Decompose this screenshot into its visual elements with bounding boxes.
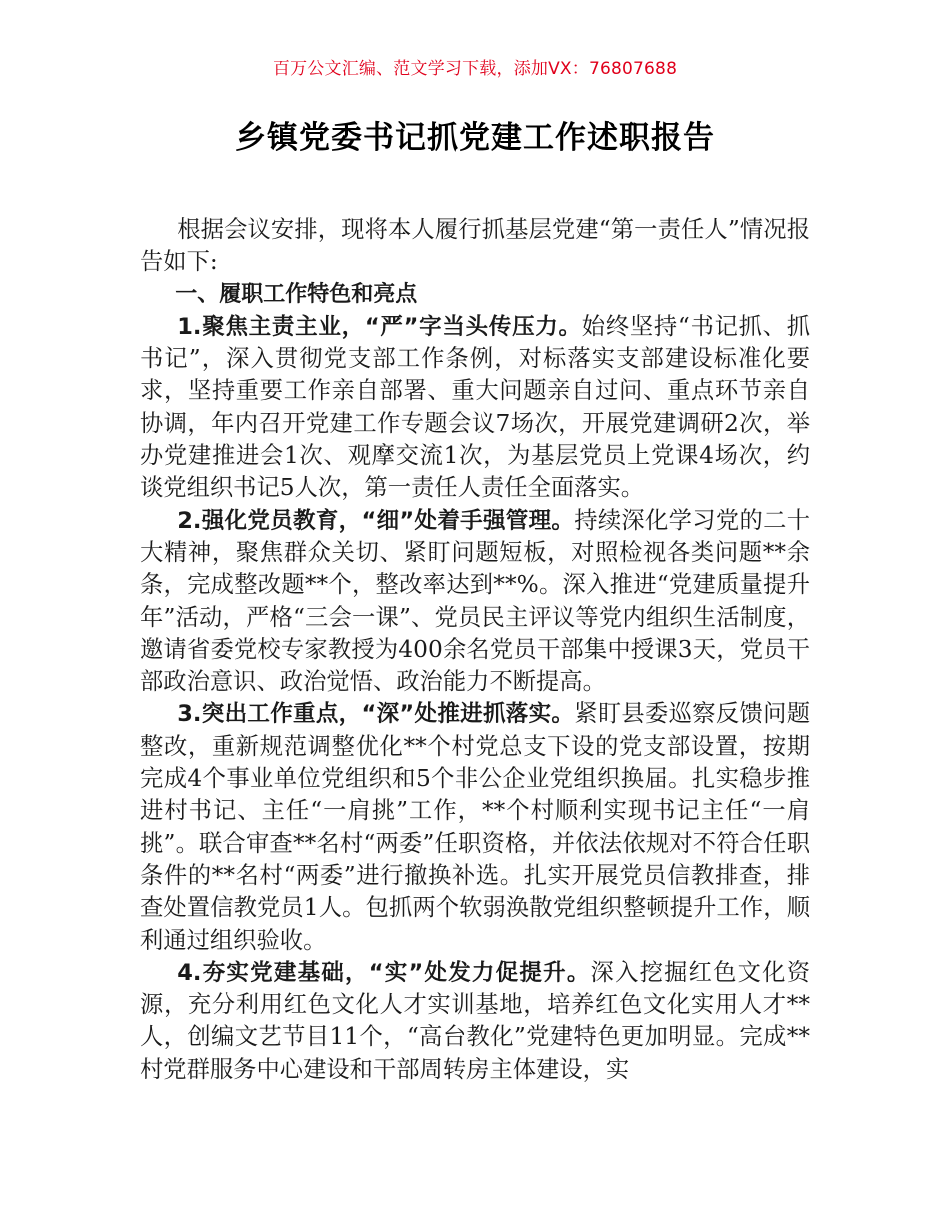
- paragraph-text: 深入挖掘红色文化资源，充分利用红色文化人才实训基地，培养红色文化实用人才**人，创编文艺节目11个，“高台教化”党建特色更加明显。完成**村党群服务中心建设和干部周转房主体建设，实: [140, 958, 810, 1083]
- paragraph-3: [140, 698, 810, 956]
- paragraph-text: 紧盯县委巡察反馈问题整改，重新规范调整优化**个村党总支下设的党支部设置，按期完成4个事业单位党组织和5个非公企业党组织换届。扎实稳步推进村书记、主任“一肩挑”工作，**个村顺利实现书记主任“一肩挑”。联合审查**名村“两委”任职资格，并依法依规对不符合任职条件的**名村“两委”进行撤换补选。扎实开展党员信教排查，排查处置信教党员1人。包抓两个软弱涣散党组织整顿提升工作，顺利通过组织验收。: [140, 700, 810, 954]
- section-heading: 一、履职工作特色和亮点: [175, 281, 418, 307]
- watermark-notice: 百万公文汇编、范文学习下载，添加VX：76807688: [272, 59, 678, 79]
- document-body: [140, 214, 810, 1086]
- intro-paragraph: 根据会议安排，现将本人履行抓基层党建“第一责任人”情况报告如下:: [140, 216, 810, 276]
- paragraph-lead: 4.夯实党建基础，“实”处发力促提升。: [177, 959, 591, 986]
- paragraph-2: [140, 505, 810, 699]
- paragraph-text: 持续深化学习党的二十大精神，聚焦群众关切、紧盯问题短板，对照检视各类问题**余条，完成整改题**个，整改率达到**%。深入推进“党建质量提升年”活动，严格“三会一课”、党员民主评议等党内组织生活制度，邀请省委党校专家教授为400余名党员干部集中授课3天，党员干部政治意识、政治觉悟、政治能力不断提高。: [140, 506, 810, 696]
- page-title: 乡镇党委书记抓党建工作述职报告: [235, 120, 715, 156]
- paragraph-lead: 2.强化党员教育，“细”处着手强管理。: [177, 507, 575, 534]
- paragraph-lead: 1.聚焦主责主业，“严”字当头传压力。: [177, 313, 582, 340]
- paragraph-4: [140, 957, 810, 1086]
- paragraph-text: 始终坚持“书记抓、抓书记”，深入贯彻党支部工作条例，对标落实支部建设标准化要求，坚持重要工作亲自部署、重大问题亲自过问、重点环节亲自协调，年内召开党建工作专题会议7场次，开展党建调研2次，举办党建推进会1次、观摩交流1次，为基层党员上党课4场次，约谈党组织书记5人次，第一责任人责任全面落实。: [140, 312, 810, 502]
- paragraph-1: [140, 311, 810, 505]
- paragraph-lead: 3.突出工作重点，“深”处推进抓落实。: [177, 701, 575, 728]
